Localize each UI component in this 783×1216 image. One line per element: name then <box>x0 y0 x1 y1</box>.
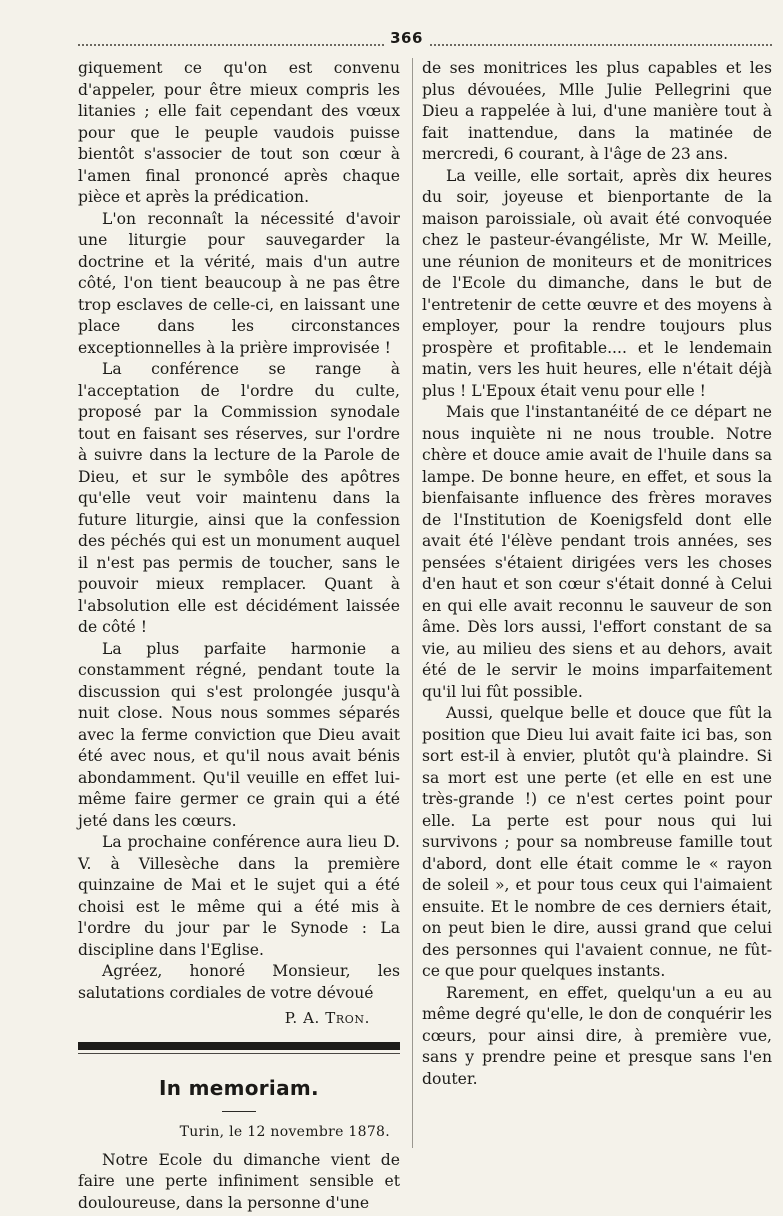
section-separator-bar <box>78 1042 400 1050</box>
left-paragraph-2: L'on reconnaît la nécessité d'avoir une liturgie pour sauvegarder la doctrine et la vérité, mais d'un autre côté, l'on tient beaucoup à ne pas être trop esclaves de celle-ci, en laissant une place dans les circonstances exceptionnelles à la prière improvisée ! <box>78 209 400 357</box>
left-paragraph-1: giquement ce qu'on est convenu d'appeler, pour être mieux compris les litanies ; elle fait cependant des vœux pour que le peuple vaudois puisse bientôt s'associer de tout son cœur à l'amen final prononcé après chaque pièce et après la prédication. <box>78 59 400 206</box>
page-number: 366 <box>385 29 428 47</box>
memoriam-heading: In memoriam. <box>159 1075 319 1100</box>
page-number-container <box>0 29 783 47</box>
left-paragraph-6: Agréez, honoré Monsieur, les salutations cordiales de votre dévoué <box>78 962 400 1002</box>
left-paragraph-4: La plus parfaite harmonie a constamment régné, pendant toute la discussion qui s'est prolongée jusqu'à nuit close. Nous nous sommes séparés avec la ferme conviction que Dieu avait été avec nous, et qu'il nous avait bénis abondamment. Qu'il veuille en effet lui-même faire germer ce grain qui a été jeté dans les cœurs. <box>78 639 400 830</box>
right-paragraph-1: de ses monitrices les plus capables et les plus dévouées, Mlle Julie Pellegrini que Dieu a rappelée à lui, d'une manière tout à fait inattendue, dans la matinée de mercredi, 6 courant, à l'âge de 23 ans. <box>422 59 772 163</box>
left-paragraph-5: La prochaine conférence aura lieu D. V. à Villesèche dans la première quinzaine de Mai et le sujet qui a été choisi est le même qui a été mis à l'ordre du jour par le Synode : La discipline dans l'Eglise. <box>78 833 400 959</box>
right-paragraph-3: Mais que l'instantanéité de ce départ ne nous inquiète ni ne nous trouble. Notre chère et douce amie avait de l'huile dans sa lampe. De bonne heure, en effet, et sous la bienfaisante influence des frères moraves de l'Institution de Koenigsfeld dont elle avait été l'élève pendant trois années, ses pensées s'étaient dirigées vers les choses d'en haut et son cœur s'était donné à Celui en qui elle avait reconnu le sauveur de son âme. Dès lors aussi, l'effort constant de sa vie, au milieu des siens et au dehors, avait été de le servir le moins imparfaitement qu'il lui fût possible. <box>422 403 772 701</box>
right-paragraph-2: La veille, elle sortait, après dix heures du soir, joyeuse et bienportante de la maison paroissiale, où avait été convoquée chez le pasteur-évangéliste, Mr W. Meille, une réunion de moniteurs et de monitrices de l'Ecole du dimanche, dans le but de l'entretenir de cette œuvre et des moyens à employer, pour la rendre toujours plus prospère et profitable.... et le lendemain matin, vers les huit heures, elle n'était déjà plus ! L'Epoux était venu pour elle ! <box>422 166 772 400</box>
column-divider <box>412 58 413 1148</box>
signature: P. A. Tron. <box>284 1009 370 1027</box>
left-column <box>78 58 400 1214</box>
dateline: Turin, le 12 novembre 1878. <box>179 1124 390 1140</box>
short-dash-rule <box>222 1111 256 1112</box>
right-column <box>422 58 772 1090</box>
right-paragraph-4: Aussi, quelque belle et douce que fût la position que Dieu lui avait faite ici bas, son sort est-il à envier, plutôt qu'à plaindre. Si sa mort est une perte (et elle en est une très-grande !) ce n'est certes point pour elle. La perte est pour nous qui lui survivons ; pour sa nombreuse famille tout d'abord, dont elle était comme le « rayon de soleil », et pour tous ceux qui l'aimaient ensuite. Et le nombre de ces derniers était, on peut bien le dire, aussi grand que celui des personnes qui l'avaient connue, ne fût-ce que pour quelques instants. <box>422 704 772 980</box>
left-paragraph-3: La conférence se range à l'acceptation de l'ordre du culte, proposé par la Commission synodale tout en faisant ses réserves, sur l'ordre à suivre dans la lecture de la Parole de Dieu, et sur le symbôle des apôtres qu'elle veut voir maintenu dans la future liturgie, ainsi que la confession des péchés qui est un monument auquel il n'est pas permis de toucher, sans le pouvoir mieux remplacer. Quant à l'absolution elle est décidément laissée de côté ! <box>78 360 400 636</box>
right-paragraph-5: Rarement, en effet, quelqu'un a eu au même degré qu'elle, le don de conquérir les cœurs, pour ainsi dire, à première vue, sans y prendre peine et presque sans l'en douter. <box>422 983 772 1088</box>
section-separator-thin <box>78 1053 400 1054</box>
memoriam-paragraph-1: Notre Ecole du dimanche vient de faire une perte infiniment sensible et douloureuse, dans la personne d'une <box>78 1150 400 1212</box>
